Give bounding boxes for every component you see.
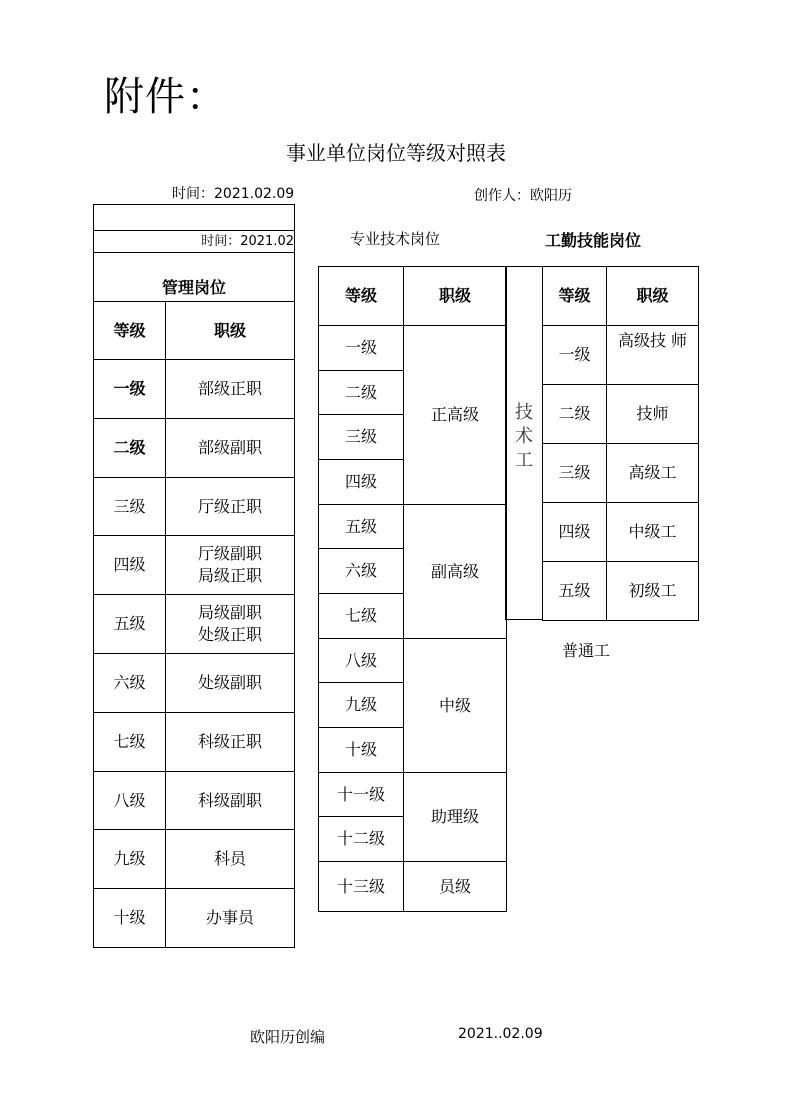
- grade-cell: 九级: [94, 830, 166, 889]
- rank-line: 局级副职: [197, 603, 262, 622]
- meta-creator: 创作人：欧阳历: [474, 188, 572, 204]
- rank-cell: 科级正职: [166, 713, 295, 772]
- rank-cell: 部级正职: [166, 360, 295, 419]
- grade-cell: 二级: [543, 385, 607, 444]
- level-cell: 八级: [319, 639, 404, 683]
- technician-column: [505, 266, 543, 620]
- level-cell: 七级: [319, 594, 404, 639]
- technician-char: 术: [515, 426, 533, 447]
- rank-cell: 技师: [607, 385, 699, 444]
- grade-cell: 五级: [94, 595, 166, 654]
- grade-cell: 六级: [94, 654, 166, 713]
- blank-cell: [94, 205, 295, 231]
- header-rank: 职级: [166, 302, 295, 360]
- grade-cell: 四级: [94, 536, 166, 595]
- rank-cell: 部级副职: [166, 419, 295, 478]
- rank-line: 厅级副职: [197, 544, 262, 563]
- rank-cell: 高级工: [607, 444, 699, 503]
- header-grade: 等级: [94, 302, 166, 360]
- level-cell: 九级: [319, 683, 404, 728]
- meta-time: 时间：2021.02.09: [172, 186, 295, 202]
- rank-line: 局级正职: [197, 566, 262, 585]
- rank-cell: 高级技 师: [607, 326, 699, 385]
- grade-cell: 五级: [543, 562, 607, 621]
- grade-cell: 二级: [94, 419, 166, 478]
- grade-cell: 三级: [94, 478, 166, 536]
- header-grade: 等级: [319, 267, 404, 326]
- header-grade: 等级: [543, 267, 607, 326]
- header-rank: 职级: [404, 267, 507, 326]
- worker-table: [542, 266, 699, 621]
- professional-group-title: 专业技术岗位: [350, 230, 441, 248]
- management-table: [93, 204, 295, 948]
- page-title: 事业单位岗位等级对照表: [286, 141, 506, 165]
- group-cell: 正高级: [404, 326, 507, 505]
- rank-cell: 科员: [166, 830, 295, 889]
- management-group-title: 管理岗位: [94, 253, 295, 302]
- level-cell: 四级: [319, 460, 404, 505]
- grade-cell: 十级: [94, 889, 166, 948]
- rank-cell: 厅级正职: [166, 478, 295, 536]
- header-rank: 职级: [607, 267, 699, 326]
- attachment-heading: 附件：: [104, 74, 227, 120]
- worker-group-title: 工勤技能岗位: [545, 231, 642, 250]
- rank-line: 处级正职: [197, 625, 262, 644]
- technician-label: [506, 401, 542, 473]
- grade-cell: 三级: [543, 444, 607, 503]
- level-cell: 十二级: [319, 817, 404, 862]
- rank-cell: [166, 595, 295, 654]
- grade-cell: 四级: [543, 503, 607, 562]
- technician-char: 工: [515, 450, 533, 471]
- rank-cell: 办事员: [166, 889, 295, 948]
- level-cell: 二级: [319, 371, 404, 415]
- level-cell: 一级: [319, 326, 404, 371]
- management-time: 时间：2021.02: [94, 231, 295, 253]
- footer-author: 欧阳历创编: [250, 1028, 326, 1046]
- level-cell: 十三级: [319, 862, 404, 912]
- level-cell: 三级: [319, 415, 404, 460]
- group-cell: 副高级: [404, 505, 507, 639]
- rank-cell: 初级工: [607, 562, 699, 621]
- group-cell: 员级: [404, 862, 507, 912]
- rank-cell: 科级副职: [166, 772, 295, 830]
- grade-cell: 七级: [94, 713, 166, 772]
- footer-date: 2021..02.09: [458, 1026, 543, 1042]
- grade-cell: 一级: [543, 326, 607, 385]
- grade-cell: 八级: [94, 772, 166, 830]
- technician-char: 技: [515, 402, 533, 423]
- rank-cell: 中级工: [607, 503, 699, 562]
- level-cell: 五级: [319, 505, 404, 549]
- level-cell: 十级: [319, 728, 404, 773]
- level-cell: 六级: [319, 549, 404, 594]
- grade-cell: 一级: [94, 360, 166, 419]
- general-worker-label: 普通工: [562, 641, 611, 660]
- level-cell: 十一级: [319, 773, 404, 817]
- rank-cell: 处级副职: [166, 654, 295, 713]
- rank-cell: [166, 536, 295, 595]
- group-cell: 助理级: [404, 773, 507, 862]
- professional-table: [318, 266, 507, 912]
- group-cell: 中级: [404, 639, 507, 773]
